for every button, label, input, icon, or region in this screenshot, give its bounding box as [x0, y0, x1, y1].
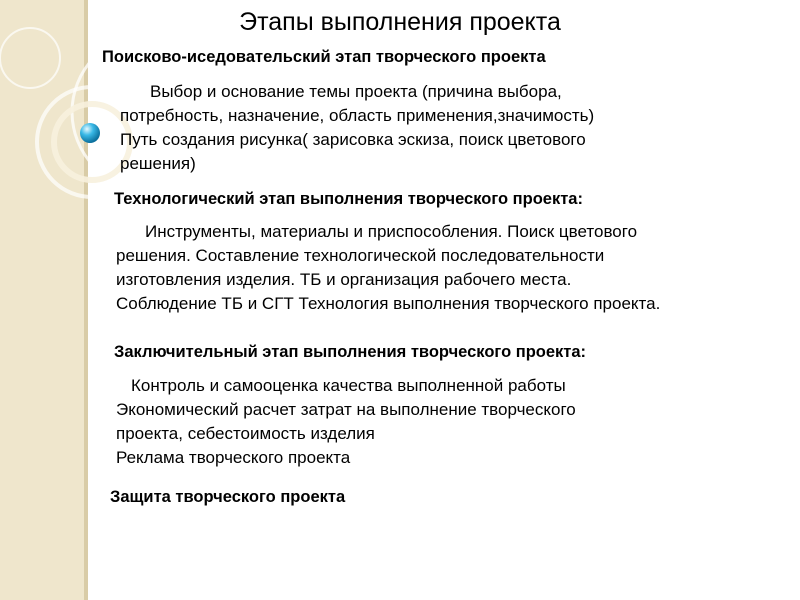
blue-ball-icon: [80, 123, 100, 143]
section2-line: решения. Составление технологической последовательности: [116, 246, 605, 265]
slide-title: Этапы выполнения проекта: [239, 8, 561, 36]
section1-heading: Поисково-иседовательский этап творческого проекта: [102, 48, 546, 66]
section3-line: Реклама творческого проекта: [116, 448, 351, 467]
section4-heading: Защита творческого проекта: [110, 488, 346, 506]
section1-line: Путь создания рисунка( зарисовка эскиза, поиск цветового: [120, 130, 586, 149]
section2-heading: Технологический этап выполнения творческого проекта:: [114, 190, 583, 208]
section3-line: Экономический расчет затрат на выполнение творческого: [116, 400, 576, 419]
section2-line: Соблюдение ТБ и СГТ Технология выполнения творческого проекта.: [116, 294, 661, 313]
decor-ring-small: [0, 28, 60, 88]
section1-line: Выбор и основание темы проекта (причина выбора,: [150, 82, 562, 101]
section2-line: изготовления изделия. ТБ и организация рабочего места.: [116, 270, 572, 289]
section3-line: проекта, себестоимость изделия: [116, 424, 375, 443]
section1-line: решения): [120, 154, 196, 173]
section3-heading: Заключительный этап выполнения творческого проекта:: [114, 343, 587, 361]
section1-line: потребность, назначение, область применения,значимость): [120, 106, 595, 125]
section3-line: Контроль и самооценка качества выполненной работы: [131, 376, 566, 395]
section2-line: Инструменты, материалы и приспособления. Поиск цветового: [145, 222, 638, 241]
